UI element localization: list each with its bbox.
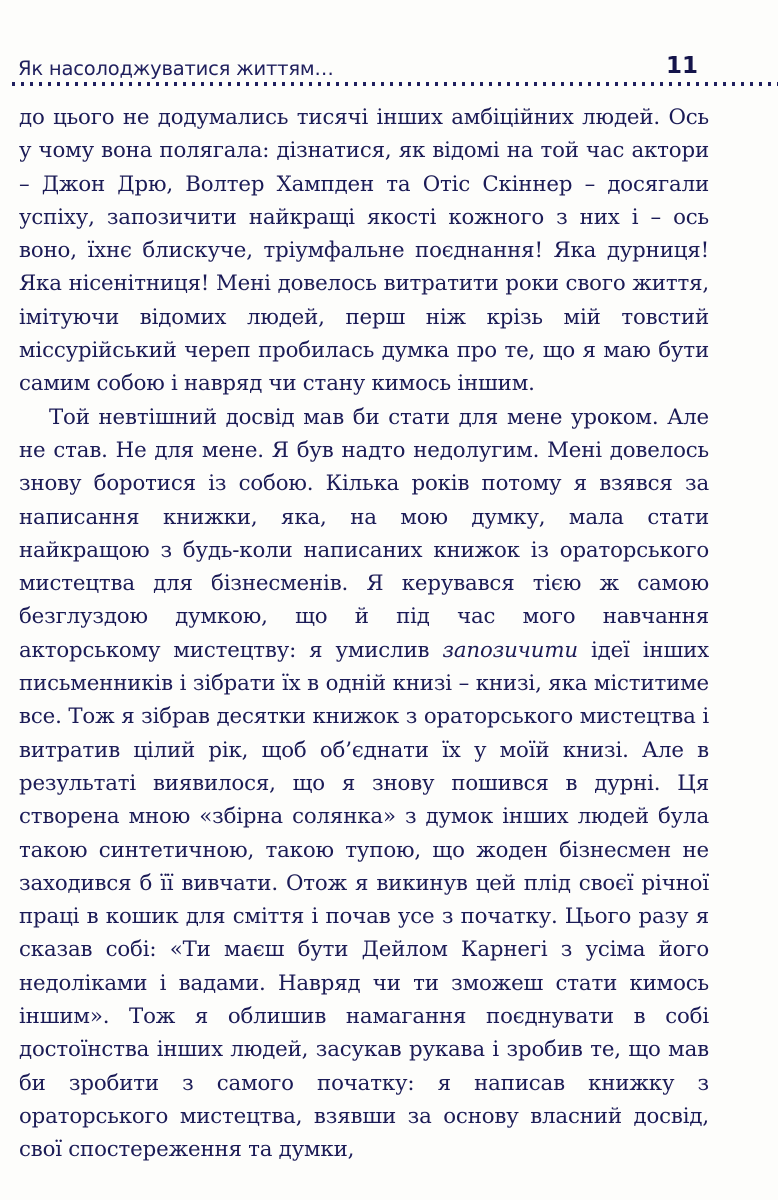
body-text-block bbox=[19, 101, 709, 1167]
body-text-run: до цього не додумались тисячі інших амбіційних людей. Ось у чому вона полягала: дізнатися, як відомі на той час актори – Джон Дрю, Волтер Хампден та Отіс Скіннер – досягали успіху, запозичити найкращі якості кожного з них і – ось воно, їхнє блискуче, тріумфальне поєднання! Яка дурниця! Яка нісенітниця! Мені довелось витратити роки свого життя, імітуючи відомих людей, перш ніж крізь мій товстий міссурійський череп пробилась думка про те, що я маю бути самим собою і навряд чи стану кимось іншим. bbox=[19, 105, 709, 397]
running-head-title: Як насолоджуватися життям… bbox=[18, 56, 334, 80]
body-text-run: Той невтішний досвід мав би стати для мене уроком. Але не став. Не для мене. Я був надто недолугим. Мені довелось знову боротися із собою. Кілька років потому я взявся за написання книжки, яка, на мою думку, мала стати найкращою з будь-коли написаних книжок із ораторського мистецтва для бізнесменів. Я керувався тією ж самою безглуздою думкою, що й під час мого навчання акторському мистецтву: я умислив bbox=[19, 404, 709, 663]
page-number: 11 bbox=[665, 53, 698, 79]
body-text-run: ідеї інших письменників і зібрати їх в одній книзі – книзі, яка міститиме все. Тож я зібрав десятки книжок з ораторського мистецтва і витратив цілий рік, щоб об’єднати їх у моїй книзі. Але в результаті виявилося, що я знову пошився в дурні. Ця створена мною «збірна солянка» з думок інших людей була такою синтетичною, такою тупою, що жоден бізнесмен не заходився б її вивчати. Отож я викинув цей плід своєї річної праці в кошик для сміття і почав усе з початку. Цього разу я сказав собі: «Ти маєш бути Дейлом Карнегі з усіма його недоліками і вадами. Навряд чи ти зможеш стати кимось іншим». Тож я облишив намагання поєднувати в собі достоїнства інших людей, засукав рукава і зробив те, що мав би зробити з самого початку: я написав книжку з ораторського мистецтва, взявши за основу власний досвід, свої спостереження та думки, bbox=[19, 637, 709, 1163]
dotted-rule-divider bbox=[12, 82, 778, 86]
emphasis-text: запозичити bbox=[442, 637, 578, 663]
body-paragraph bbox=[19, 401, 709, 1167]
body-paragraph bbox=[19, 101, 709, 401]
running-head bbox=[18, 38, 760, 78]
